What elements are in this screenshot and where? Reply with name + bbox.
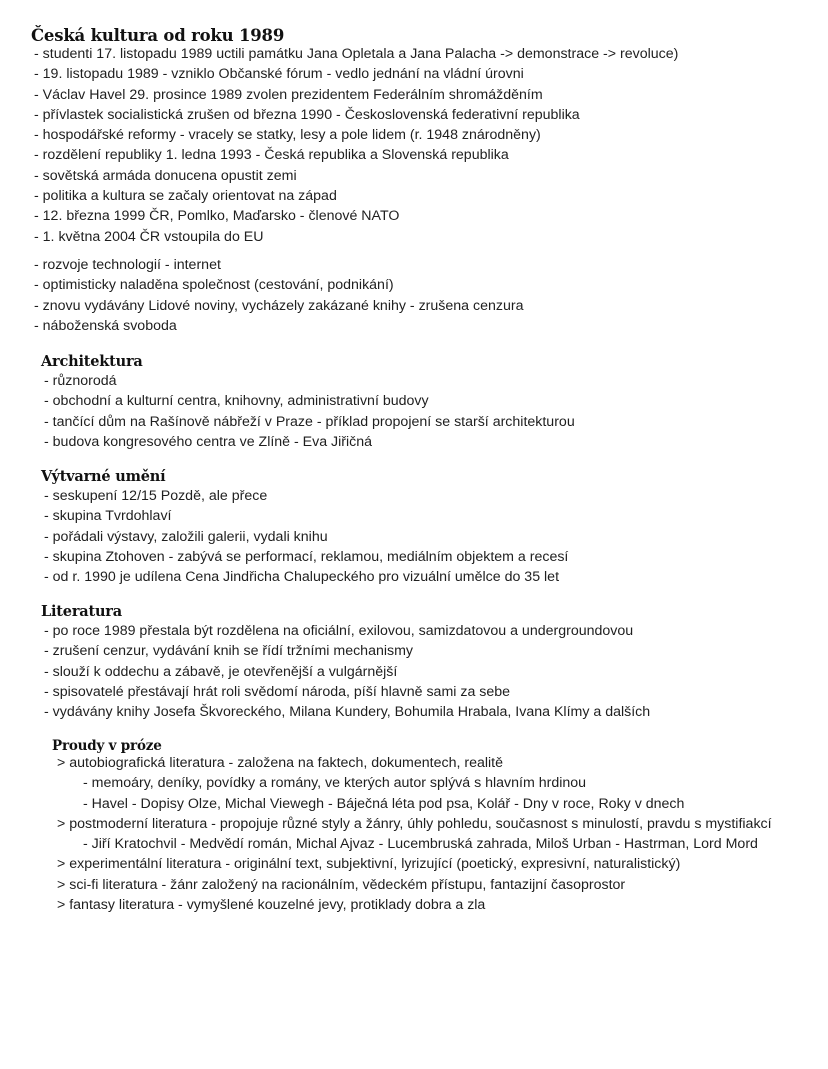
list-item: - rozvoje technologií - internet <box>34 257 221 273</box>
list-item: - hospodářské reformy - vracely se statky, lesy a pole lidem (r. 1948 znárodněny) <box>34 127 541 144</box>
list-item: > postmoderní literatura - propojuje různé styly a žánry, úhly pohledu, současnost s minulostí, pravdu s mystifiakcí <box>57 815 772 832</box>
list-item: - skupina Tvrdohlaví <box>44 508 172 525</box>
list-item: - 19. listopadu 1989 - vzniklo Občanské fórum - vedlo jednání na vládní úrovni <box>34 66 524 83</box>
list-item: - Václav Havel 29. prosince 1989 zvolen prezidentem Federálním shromážděním <box>34 86 543 103</box>
list-item-nested: - Havel - Dopisy Olze, Michal Viewegh - Báječná léta pod psa, Kolář - Dny v roce, Roky v dnech <box>83 795 685 812</box>
list-item: - slouží k oddechu a zábavě, je otevřenější a vulgárnější <box>44 663 398 680</box>
list-item: - politika a kultura se začaly orientovat na západ <box>34 188 337 205</box>
list-item: - sovětská armáda donucena opustit zemi <box>34 167 297 184</box>
literatura-list <box>44 621 650 722</box>
list-item-nested: - Jiří Kratochvil - Medvědí román, Michal Ajvaz - Lucembruská zahrada, Miloš Urban - Hastrman, Lord Mord <box>83 836 758 853</box>
section-heading-literatura: Literatura <box>41 603 122 620</box>
list-item: - různorodá <box>44 373 117 389</box>
list-item: - náboženská svoboda <box>34 317 177 334</box>
list-item: - optimisticky naladěna společnost (cestování, podnikání) <box>34 277 394 294</box>
list-item: - 1. května 2004 ČR vstoupila do EU <box>34 228 264 245</box>
list-item: - skupina Ztohoven - zabývá se performací, reklamou, mediálním objektem a recesí <box>44 548 569 565</box>
list-item: - tančící dům na Rašínově nábřeží v Praze - příklad propojení se starší architekturou <box>44 413 575 430</box>
section-heading-architektura: Architektura <box>41 353 143 370</box>
list-item: - od r. 1990 je udílena Cena Jindřicha Chalupeckého pro vizuální umělce do 35 let <box>44 569 560 586</box>
list-item: - zrušení cenzur, vydávání knih se řídí tržními mechanismy <box>44 643 414 660</box>
list-item-nested: - memoáry, deníky, povídky a romány, ve kterých autor splývá s hlavním hrdinou <box>83 775 587 792</box>
list-item: - studenti 17. listopadu 1989 uctili památku Jana Opletala a Jana Palacha -> demonstrace -> revoluce) <box>34 46 679 62</box>
list-item: - rozdělení republiky 1. ledna 1993 - Česká republika a Slovenská republika <box>34 147 509 164</box>
list-item: - vydávány knihy Josefa Škvoreckého, Milana Kundery, Bohumila Hrabala, Ivana Klímy a dalších <box>44 704 651 721</box>
document-title: Česká kultura od roku 1989 <box>31 26 285 45</box>
list-item: - přívlastek socialistická zrušen od března 1990 - Československá federativní republika <box>34 106 580 123</box>
list-item: - spisovatelé přestávají hrát roli svědomí národa, píší hlavně sami za sebe <box>44 683 511 700</box>
list-item: > fantasy literatura - vymyšlené kouzelné jevy, protiklady dobra a zla <box>57 897 486 914</box>
intro-list <box>34 44 678 247</box>
list-item: > experimentální literatura - originální text, subjektivní, lyrizující (poetický, expresivní, naturalistický) <box>57 856 681 873</box>
list-item: - po roce 1989 přestala být rozdělena na oficiální, exilovou, samizdatovou a undergroundovou <box>44 623 634 639</box>
society-list <box>34 255 523 336</box>
subsection-heading-proudy-v-proze: Proudy v próze <box>52 738 162 754</box>
list-item: > sci-fi literatura - žánr založený na racionálním, vědeckém přístupu, fantazijní časoprostor <box>57 876 626 893</box>
architektura-list <box>44 371 575 452</box>
section-heading-vytvarne-umeni: Výtvarné umění <box>41 468 166 485</box>
list-item: > autobiografická literatura - založena na faktech, dokumentech, realitě <box>57 755 503 771</box>
list-item: - budova kongresového centra ve Zlíně - Eva Jiřičná <box>44 433 373 450</box>
list-item: - 12. března 1999 ČR, Pomlko, Maďarsko - členové NATO <box>34 208 400 225</box>
list-item: - obchodní a kulturní centra, knihovny, administrativní budovy <box>44 393 429 410</box>
proudy-list <box>57 753 772 915</box>
list-item: - seskupení 12/15 Pozdě, ale přece <box>44 488 268 504</box>
list-item: - pořádali výstavy, založili galerii, vydali knihu <box>44 528 328 545</box>
list-item: - znovu vydávány Lidové noviny, vycházely zakázané knihy - zrušena cenzura <box>34 297 524 314</box>
vytvarne-umeni-list <box>44 486 568 587</box>
